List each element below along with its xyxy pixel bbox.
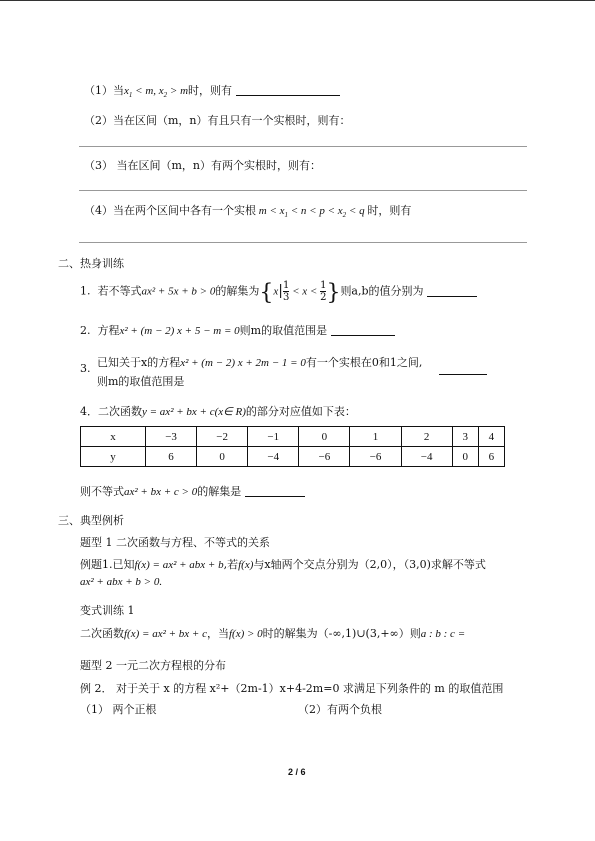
q1-post: 则a,b的值分别为 [340,284,424,298]
ex1-pre: 例题1.已知 [80,558,135,571]
item-4 [84,202,411,219]
table-cell: 6 [478,447,504,467]
item-2 [84,112,351,128]
q2-pre: 方程 [97,324,120,337]
frac-one-half: $\frac{1}{2}$ [320,280,327,303]
ex1-function: f(x) = ax² + abx + b [134,559,224,571]
table-cell: −3 [146,427,197,447]
answer-blank[interactable] [439,362,487,375]
q1-inequality: ax² + 5x + b > 0 [141,285,216,298]
variant-pre: 二次函数 [80,627,124,640]
q1-num: 1. [80,284,91,298]
table-cell: −4 [248,447,299,467]
set-brace: { [259,280,274,306]
example2-part2: （2）有两个负根 [298,703,382,716]
example2: 例 2． 对于关于 x 的方程 x²+（2m-1）x+4-2m=0 求满足下列条件的 m 的取值范围 [80,682,504,695]
ex1-mid: ,若 [223,558,239,571]
answer-line [79,242,527,243]
item-1 [84,82,340,99]
table-cell: 1 [350,427,401,447]
q4 [80,403,356,419]
q4-text: 二次函数 [98,405,142,418]
table-cell: x [81,427,146,447]
item-4-formula: $m < x_1 < n < p < x_2 < q$ [256,205,368,220]
variant-text [80,625,465,641]
q4-text2: 的部分对应值如下表： [245,405,356,418]
table-cell: −6 [350,447,401,467]
ex1-fx: f(x) [238,559,254,571]
item-1-formula: $x_1 < m$, $x_2 > m$ [124,85,189,100]
example2-part1: （1） 两个正根 [80,703,157,716]
frac-one-third: $\frac{1}{3}$ [282,280,290,303]
table-row-x [81,427,505,447]
q3-num: 3. [80,362,91,375]
item-3-num: （3） [84,159,113,172]
q3-line2: 则m的取值范围是 [97,375,185,388]
after-table-inequality: ax² + bx + c > 0 [124,486,198,498]
q3-equation: x² + (m − 2) x + 2m − 1 = 0 [180,357,306,369]
page-number: 2 / 6 [288,767,306,777]
table-cell: 0 [299,427,350,447]
item-2-num: （2） [84,114,113,127]
item-4-num: （4） [84,204,113,217]
section3-heading: 三、典型例析 [58,514,124,527]
q1-pre: 若不等式 [97,284,142,298]
answer-blank[interactable] [236,83,340,96]
q2-equation: x² + (m − 2) x + 5 − m = 0 [119,325,240,337]
item-3 [84,157,321,173]
answer-blank[interactable] [245,484,305,497]
table-cell: −4 [401,447,452,467]
table-row-y [81,447,505,467]
variant-mid: ，当 [206,627,229,640]
table-cell: 6 [146,447,197,467]
q2-post: 则m的取值范围是 [239,324,328,337]
answer-line [79,146,527,147]
q3-line1 [97,354,422,370]
item-1-post: 时，则有 [188,84,233,97]
table-cell: −2 [197,427,248,447]
table-cell: 0 [197,447,248,467]
item-4-post: 时，则有 [367,204,412,217]
q3-answer[interactable] [439,362,487,376]
answer-blank[interactable] [427,284,477,297]
after-table-post: 的解集是 [197,485,242,498]
variant-function: f(x) = ax² + bx + c [124,628,207,640]
q1: 1. 若不等式ax² + 5x + b > 0的解集为{$x|\frac{1}{3}$ < $x < \frac{1}{2}$ }则a,b的值分别为 [80,280,477,306]
table-cell: 3 [452,427,478,447]
type2-title: 题型 2 一元二次方程根的分布 [80,659,226,672]
table-cell: −1 [248,427,299,447]
example1-line1 [80,556,486,572]
q4-num: 4． [80,405,98,418]
variant-title: 变式训练 1 [80,604,135,617]
q2-num: 2. [80,324,91,337]
table-cell: −6 [299,447,350,467]
after-table-pre: 则不等式 [80,485,124,498]
item-1-num: （1） [84,84,113,97]
q2 [80,322,395,338]
after-table [80,483,305,499]
answer-blank[interactable] [331,323,395,336]
q3-line1-text: 已知关于x的方程 [97,356,181,369]
item-2-text: 当在区间（m，n）有且只有一个实根时，则有： [113,114,351,127]
item-3-text: 当在区间（m，n）有两个实根时，则有： [113,159,322,172]
section2-heading: 二、热身训练 [58,257,124,270]
table-cell: 0 [452,447,478,467]
q4-function: y = ax² + bx + c(x∈ R) [142,406,246,418]
answer-line [79,190,527,191]
top-rule [0,0,595,1]
q1-set: x [273,285,279,298]
table-cell: 4 [478,427,504,447]
type1-title: 题型 1 二次函数与方程、不等式的关系 [80,536,270,549]
q1-mid: 的解集为 [215,284,260,298]
item-1-pre: 当 [113,84,124,97]
value-table [80,426,505,467]
variant-mid2: 时的解集为（-∞,1)∪(3,+∞）则 [262,627,421,640]
variant-condition: f(x) > 0 [228,628,263,640]
example1-line2: ax² + abx + b > 0. [80,576,163,588]
ex1-mid2: 与x轴两个交点分别为（2,0），（3,0)求解不等式 [253,558,486,571]
variant-ratio: a : b : c = [420,628,466,640]
table-cell: y [81,447,146,467]
q3-line1b: 有一个实根在0和1之间, [305,356,423,369]
table-cell: 2 [401,427,452,447]
item-4-pre: 当在两个区间中各有一个实根 [113,204,256,217]
